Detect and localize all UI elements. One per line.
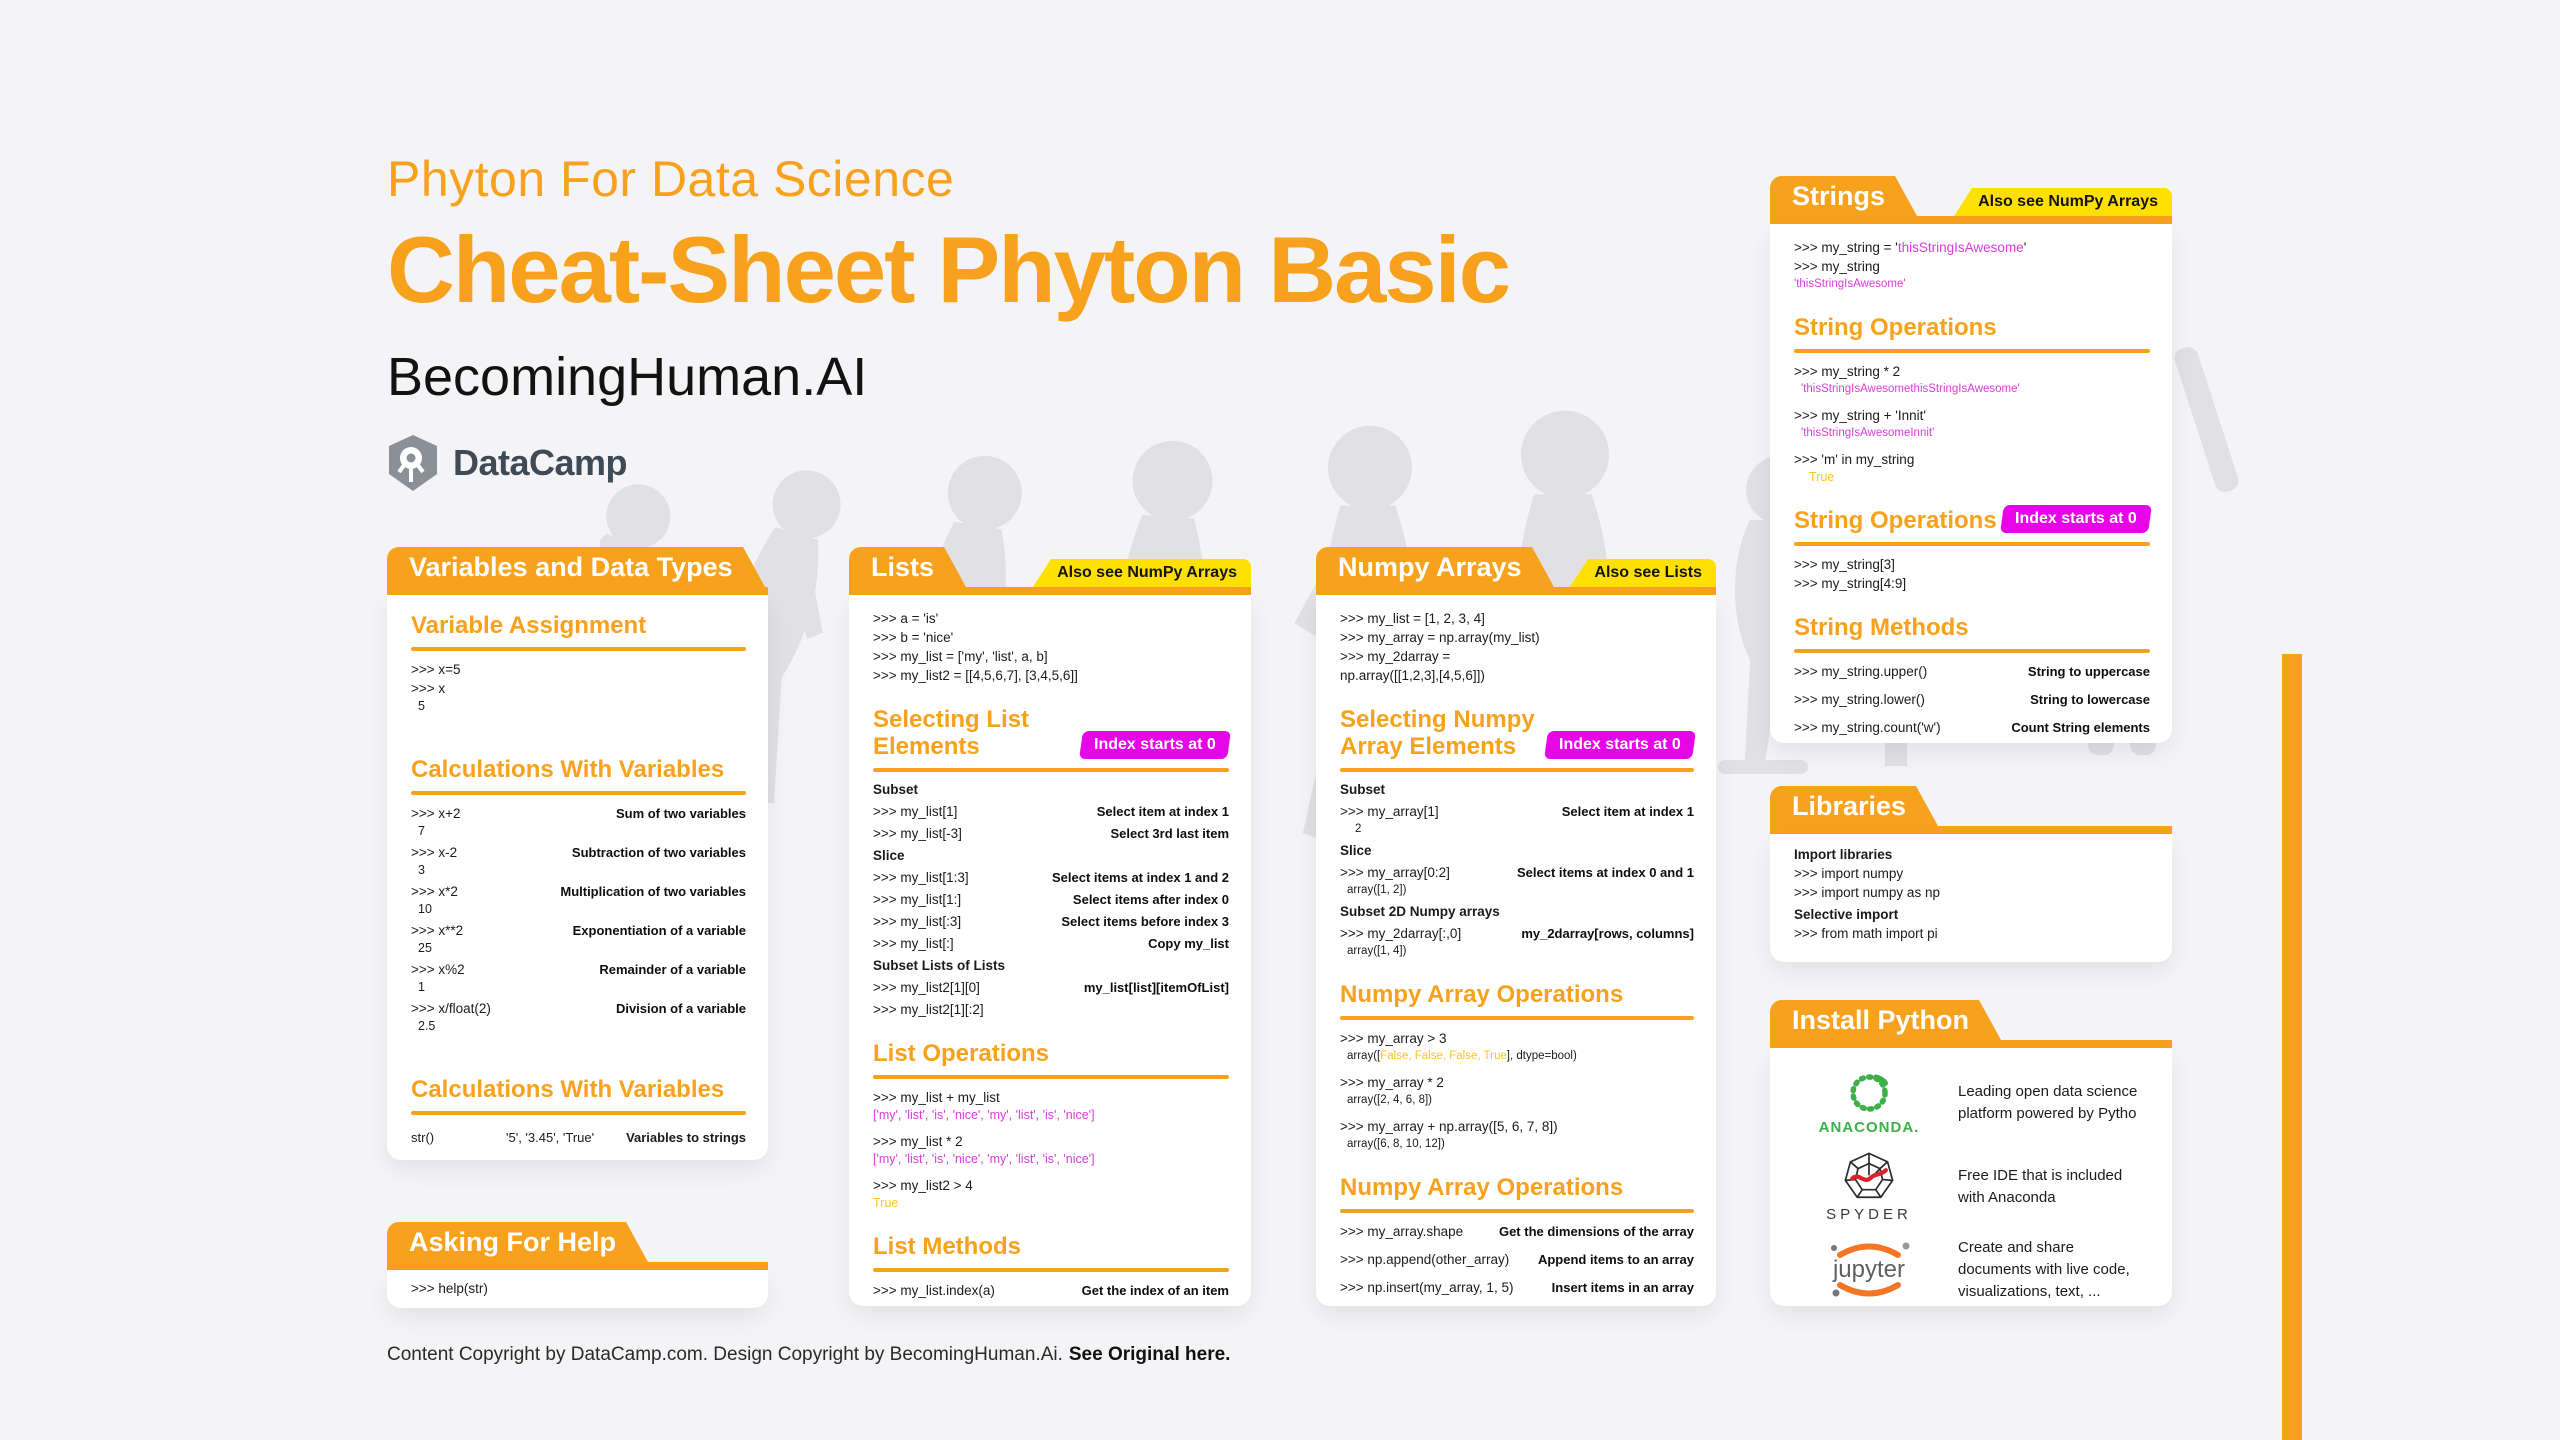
code: >>> my_list[1:3] [873,869,969,885]
code-line: >>> my_array = np.array(my_list) [1340,630,1540,645]
description: my_list[list][itemOfList] [1083,979,1229,995]
code-line: >>> my_list = ['my', 'list', a, b] [873,649,1048,664]
operation-entry [1794,406,2150,442]
also-see-tab: Also see NumPy Arrays [1051,559,1251,587]
badge-label: Index starts at 0 [1559,735,1681,753]
sub-label: Subset [1340,781,1386,797]
section-title: String Methods [1794,613,1969,641]
also-see-tab: Also see NumPy Arrays [1972,188,2172,216]
section-rule [1794,649,2150,653]
section-type-conversions [411,1077,746,1115]
panel-header [1770,1000,2172,1048]
operation-entry [1794,450,2150,486]
output-line: 5 [418,698,425,713]
output-line: 1 [418,979,425,994]
code-row [873,1304,1229,1306]
section-title: List Operations [873,1039,1050,1067]
description: Get the index of an item [1081,1282,1229,1298]
panel-body [849,595,1251,1306]
code: >>> x+2 [411,805,461,821]
section-title-line2: Array Elements [1340,732,1517,760]
description: Subtraction of two variables [571,844,746,860]
output-line: ['my', 'list', 'is', 'nice', 'my', 'list', 'is', 'nice'] [873,1107,1095,1122]
code-line: >>> my_string + 'Innit' [1794,407,1926,423]
code-row [873,1000,1229,1019]
code-row [411,843,746,862]
panel-body [387,1270,768,1308]
section-variable-assignment [411,613,746,651]
code-line: >>> my_string * 2 [1794,363,1901,379]
section-rule [1794,542,2150,546]
code-line: >>> my_list2 > 4 [873,1177,973,1193]
code: >>> my_array.shape [1340,1223,1464,1239]
method-rows [1340,1222,1694,1307]
code-line: >>> my_string[4:9] [1794,575,1907,591]
code-line: >>> my_string[3] [1794,556,1895,572]
panel-libraries [1770,786,2172,962]
section-list-operations [873,1041,1229,1079]
panel-body [387,595,768,1160]
section-numpy-array-operations [1340,982,1694,1020]
description: Sum of two variables [615,805,746,821]
output-line: True [873,1195,899,1210]
panel-tab [1316,547,1532,587]
section-rule [1340,1209,1694,1213]
description: String to lowercase [2030,691,2150,707]
datacamp-logo [387,434,1509,492]
code-line: >>> my_string [1794,259,1880,274]
code-row [1794,690,2150,709]
panel-strip [1770,1040,2172,1048]
panel-body [1316,595,1716,1306]
sub-label: Slice [873,847,905,863]
code-row [411,804,746,823]
operation-entry [873,1132,1229,1168]
page-title: Cheat-Sheet Phyton Basic [387,217,1510,322]
output-pre: array([ [1347,1049,1381,1062]
code: >>> x*2 [411,883,458,899]
code-row [1340,1222,1694,1241]
anaconda-logo [1794,1070,1944,1136]
code-line: >>> x=5 [411,661,461,677]
panel-title: Asking For Help [409,1227,617,1257]
panel-header [387,1222,768,1270]
code: >>> my_list[1:] [873,891,962,907]
index-starts-badge [1079,731,1231,759]
code-row [411,882,746,901]
description: Copy my_list [1148,935,1229,951]
index-starts-badge [2000,505,2152,533]
panel-strip [387,1262,768,1270]
code-line: np.array([[1,2,3],[4,5,6]]) [1340,668,1485,683]
panel-tab [1770,786,1916,826]
code-row [1340,1250,1694,1269]
install-item-spyder [1794,1150,2150,1223]
index-starts-badge [1544,731,1696,759]
description: Select item at index 1 [1096,803,1229,819]
panel-title: Strings [1792,181,1886,211]
description: Multiplication of two variables [560,883,746,899]
conversion-row [411,1130,746,1145]
output-line: 25 [418,940,432,955]
output-line: 3 [418,862,425,877]
description: Select items after index 0 [1072,891,1229,907]
code: >>> my_string.upper() [1794,663,1928,679]
section-string-indexing [1794,508,2150,546]
section-rule [1340,1016,1694,1020]
panel-strip [849,587,1251,595]
sub-label: Import libraries [1794,847,1893,862]
jupyter-bottom-arc-icon [1826,1282,1912,1298]
panel-strip [387,587,768,595]
code-row [1340,1306,1694,1307]
section-title: Numpy Array Operations [1340,980,1624,1008]
section-title: Numpy Array Operations [1340,1173,1624,1201]
panel-header [1770,786,2172,834]
description: Select items before index 3 [1061,913,1229,929]
section-title: Variable Assignment [411,612,647,639]
code: >>> my_list[1] [873,803,958,819]
code-row [873,912,1229,931]
code: >>> x**2 [411,922,464,938]
code-post: ' [2023,240,2027,255]
code-line: >>> my_array > 3 [1340,1030,1447,1046]
section-selecting-numpy-array-elements [1340,707,1694,772]
section-list-methods [873,1234,1229,1272]
code-row [873,978,1229,997]
code: >>> my_array[0:2] [1340,864,1450,880]
panel-numpy-arrays [1316,547,1716,1306]
also-see-tab: Also see Lists [1588,559,1716,587]
output-bool-values: False, False, False, True [1380,1049,1507,1062]
sub-label: Subset Lists of Lists [873,957,1006,973]
spyder-web-icon [1842,1150,1896,1204]
code-line: >>> my_array + np.array([5, 6, 7, 8]) [1340,1118,1558,1134]
example: '5', '3.45', 'True' [506,1129,595,1145]
panel-header [1316,547,1716,595]
panel-body [1770,224,2172,743]
section-title: String Operations [1794,506,1997,534]
install-item-description: Create and share documents with live code, visualizations, text, ... [1958,1239,2130,1300]
description: Get the dimensions of the array [1498,1223,1694,1239]
description: Count String elements [2011,719,2150,735]
code: >>> x%2 [411,961,465,977]
code-row [411,999,746,1018]
section-rule [411,791,746,795]
panel-strip [1770,826,2172,834]
anaconda-ring-icon [1846,1070,1892,1116]
description: Append items to an array [1537,1251,1694,1267]
method-rows [1794,662,2150,743]
section-rule [873,1268,1229,1272]
operation-entry [1340,1073,1694,1109]
code-row [873,868,1229,887]
output-line: 'thisStringIsAwesomeInnit' [1801,426,1935,439]
footer [387,1344,1230,1366]
code-row [1794,718,2150,737]
code: >>> my_list[-3] [873,825,962,841]
panel-strip [1770,216,2172,224]
section-title: Calculations With Variables [411,1075,725,1103]
function: str() [411,1129,435,1145]
badge-label: Index starts at 0 [2015,509,2137,527]
description: String to uppercase [2027,663,2150,679]
output-line: array([1, 2]) [1347,883,1407,896]
section-title: Calculations With Variables [411,755,725,783]
code-row [1340,863,1694,882]
code-row [1340,1278,1694,1297]
code-row [1794,662,2150,681]
jupyter-logo [1794,1242,1944,1298]
output-line: 7 [418,823,425,838]
string-value: thisStringIsAwesome [1897,240,2024,255]
description: Select 3rd last item [1110,825,1229,841]
section-calculations-with-variables [411,757,746,795]
code-line: >>> from math import pi [1794,926,1938,941]
output-line: True [1809,469,1835,484]
sub-label: Selective import [1794,907,1899,922]
code-line: >>> my_2darray = [1340,649,1451,664]
code-line: >>> my_list2 = [[4,5,6,7], [3,4,5,6]] [873,668,1078,683]
code-row [873,934,1229,953]
operation-entry [873,1088,1229,1124]
description: Variables to strings [626,1129,746,1145]
operation-entry [1340,1029,1694,1065]
code: >>> my_list2[1][0] [873,979,980,995]
panel-variables-and-data-types [387,547,768,1160]
sub-label: Subset 2D Numpy arrays [1340,903,1500,919]
see-original-link[interactable]: See Original here. [1068,1344,1231,1365]
panel-title: Lists [871,552,935,582]
code [1340,1306,1506,1307]
code: >>> my_2darray[:,0] [1340,925,1462,941]
panel-strip [1316,587,1716,595]
code: >>> my_array[1] [1340,803,1439,819]
code-line: >>> my_list = [1, 2, 3, 4] [1340,611,1485,626]
section-title-line1: Selecting Numpy [1340,706,1535,733]
right-accent-bar [2282,654,2302,1440]
panel-tab [849,547,944,587]
code-line: >>> my_list + my_list [873,1089,1000,1105]
output-post: ], dtype=bool) [1506,1049,1577,1062]
sub-label: Subset [873,781,919,797]
code-line: >>> 'm' in my_string [1794,451,1915,467]
spyder-wordmark: SPYDER [1826,1206,1912,1223]
section-title: List Methods [873,1232,1021,1260]
panel-title: Variables and Data Types [409,552,733,582]
panel-header [849,547,1251,595]
code-line: >>> b = 'nice' [873,630,954,645]
install-item-description: Leading open data science platform powered by Pytho [1958,1083,2138,1122]
output-line: 'thisStringIsAwesomethisStringIsAwesome' [1801,382,2020,395]
panel-body [1770,1048,2172,1306]
panel-asking-for-help [387,1222,768,1308]
code: >>> my_string.lower() [1794,691,1925,707]
install-item-anaconda [1794,1070,2150,1136]
code-line: >>> my_list * 2 [873,1133,963,1149]
header [387,150,1509,492]
code-row [873,890,1229,909]
kicker-text: Phyton For Data Science [387,151,955,207]
description: Select item at index 1 [1561,803,1694,819]
section-rule [1340,768,1694,772]
anaconda-wordmark: ANACONDA. [1818,1119,1920,1136]
code-row [873,824,1229,843]
section-rule [411,1111,746,1115]
section-rule [873,768,1229,772]
output-line: 10 [418,901,432,916]
output-line: array([6, 8, 10, 12]) [1347,1137,1445,1150]
panel-header [1770,176,2172,224]
code-row [873,802,1229,821]
code: >>> my_list[:3] [873,913,962,929]
panel-title: Libraries [1792,791,1907,821]
code-line [1794,238,2150,257]
becominghuman-wordmark: BecomingHuman.AI [387,346,868,407]
code: >>> my_list2[1][:2] [873,1001,984,1017]
badge-label: Index starts at 0 [1094,735,1216,753]
panel-tab [1770,176,1895,216]
panel-tab [1770,1000,1979,1040]
section-title: String Operations [1794,314,1997,341]
panel-tab [387,1222,626,1262]
jupyter-wordmark: jupyter [1832,1255,1906,1283]
panel-lists [849,547,1251,1306]
code-line: >>> x [411,680,446,696]
datacamp-shield-icon [387,434,439,492]
code-line: >>> import numpy as np [1794,885,1940,900]
panel-strings [1770,176,2172,743]
section-string-operations [1794,315,2150,353]
code-row [1340,924,1694,943]
install-item-description: Free IDE that is included with Anaconda [1958,1166,2123,1206]
code: >>> np.append(other_array) [1340,1251,1510,1267]
section-selecting-list-elements [873,707,1229,772]
sub-label: Slice [1340,842,1372,858]
panel-body [1770,834,2172,962]
section-rule [411,647,746,651]
method-rows [873,1281,1229,1307]
panel-header [387,547,768,595]
datacamp-wordmark: DataCamp [453,441,628,483]
spyder-logo [1794,1150,1944,1223]
code-row [1340,802,1694,821]
output-line: 2.5 [418,1018,436,1033]
output-line: array([2, 4, 6, 8]) [1347,1093,1433,1106]
operation-entry [1340,1117,1694,1153]
code: >>> my_list.index(a) [873,1282,995,1298]
code-line: >>> my_array * 2 [1340,1074,1444,1090]
section-numpy-array-functions [1340,1175,1694,1213]
operation-entry [873,1176,1229,1212]
description: Select items at index 1 and 2 [1051,869,1229,885]
code-row [873,1281,1229,1300]
description: Select items at index 0 and 1 [1516,864,1694,880]
code-line: >>> import numpy [1794,866,1904,881]
description: Remainder of a variable [599,961,746,977]
code: >>> x-2 [411,844,458,860]
output-line: 2 [1355,822,1362,835]
code-line: >>> help(str) [411,1281,488,1296]
section-rule [873,1075,1229,1079]
description: Insert items in an array [1551,1279,1694,1295]
output-line: ['my', 'list', 'is', 'nice', 'my', 'list', 'is', 'nice'] [873,1151,1095,1166]
panel-title: Install Python [1792,1005,1970,1035]
section-title: Selecting List Elements [873,706,1030,760]
code-row [411,921,746,940]
panel-install-python [1770,1000,2172,1306]
code-line: >>> a = 'is' [873,611,939,626]
copyright-text: Content Copyright by DataCamp.com. Design Copyright by BecomingHuman.Ai. [387,1344,1063,1365]
code [873,1304,996,1306]
output-line: 'thisStringIsAwesome' [1794,278,1906,290]
code-pre: >>> my_string = ' [1794,240,1898,255]
code-row [411,960,746,979]
output-line: array([1, 4]) [1347,944,1407,957]
section-string-methods [1794,615,2150,653]
description: my_2darray[rows, columns] [1521,925,1694,941]
operation-entry [1794,362,2150,398]
panel-tab [387,547,743,587]
section-rule [1794,349,2150,353]
code: >>> x/float(2) [411,1000,491,1016]
code: >>> np.insert(my_array, 1, 5) [1340,1279,1514,1295]
install-item-jupyter [1794,1237,2150,1302]
description: Division of a variable [615,1000,746,1016]
code: >>> my_string.count('w') [1794,719,1941,735]
description: Exponentiation of a variable [572,922,746,938]
output-line [1340,1048,1694,1065]
code: >>> my_list[:] [873,935,954,951]
panel-title: Numpy Arrays [1338,552,1522,582]
